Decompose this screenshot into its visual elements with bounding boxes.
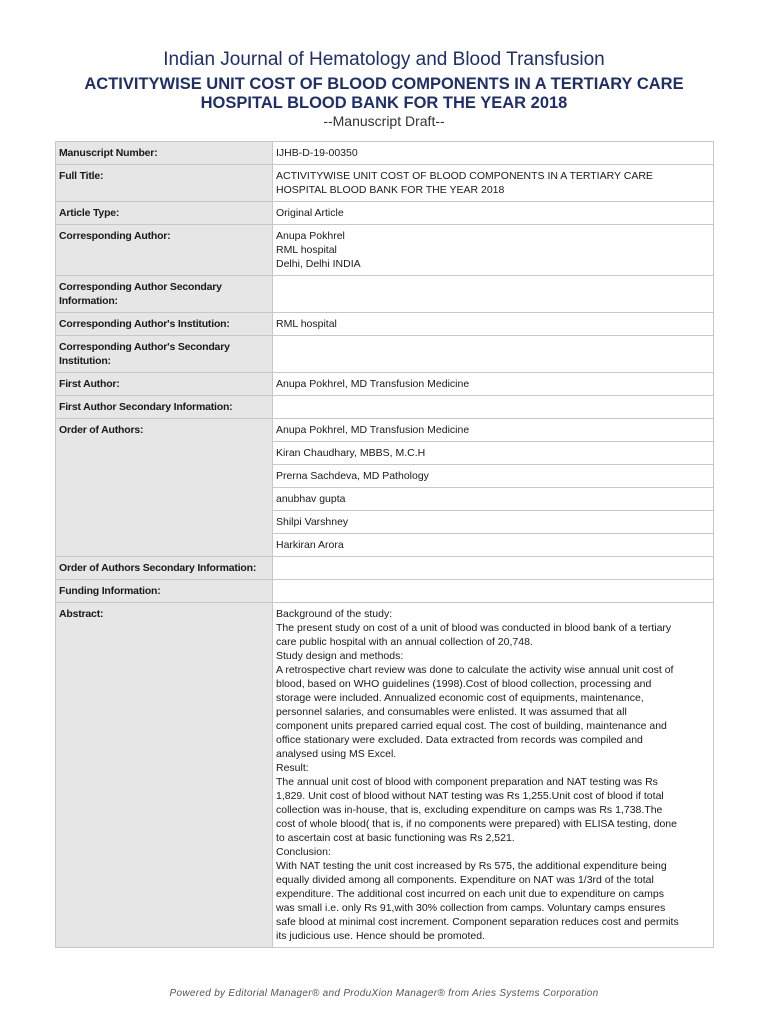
field-value bbox=[273, 165, 714, 202]
footer-credit: Powered by Editorial Manager® and ProduXion Manager® from Aries Systems Corporation bbox=[169, 988, 599, 999]
value-line: ACTIVITYWISE UNIT COST OF BLOOD COMPONENTS IN A TERTIARY CARE bbox=[276, 170, 653, 182]
field-value: Original Article bbox=[273, 202, 714, 225]
abstract-line: office stationary were excluded. Data extracted from records was compiled and bbox=[276, 734, 643, 746]
value-line: HOSPITAL BLOOD BANK FOR THE YEAR 2018 bbox=[276, 184, 505, 196]
abstract-line: Background of the study: bbox=[276, 608, 393, 620]
author-entry: Harkiran Arora bbox=[273, 534, 714, 557]
field-value bbox=[273, 580, 714, 603]
abstract-line: blood, based on WHO guidelines (1998).Cost of blood collection, processing and bbox=[276, 678, 652, 690]
field-label: Corresponding Author's Institution: bbox=[56, 313, 273, 336]
abstract-line: With NAT testing the unit cost increased by Rs 575, the additional expenditure being bbox=[276, 860, 667, 872]
table-row bbox=[56, 603, 714, 948]
abstract-line: component units prepared carried equal cost. The cost of building, maintenance and bbox=[276, 720, 667, 732]
journal-name: Indian Journal of Hematology and Blood Transfusion bbox=[163, 49, 605, 70]
abstract-line: its judicious use. Hence should be promoted. bbox=[276, 930, 485, 942]
table-row bbox=[56, 580, 714, 603]
author-entry: anubhav gupta bbox=[273, 488, 714, 511]
value-line: Anupa Pokhrel bbox=[276, 230, 345, 242]
value-line: RML hospital bbox=[276, 244, 337, 256]
author-entry: Kiran Chaudhary, MBBS, M.C.H bbox=[273, 442, 714, 465]
field-value bbox=[273, 396, 714, 419]
document-header bbox=[0, 48, 768, 129]
field-label: Full Title: bbox=[56, 165, 273, 202]
table-row bbox=[56, 396, 714, 419]
abstract-line: Conclusion: bbox=[276, 846, 331, 858]
field-label: Manuscript Number: bbox=[56, 142, 273, 165]
table-row bbox=[56, 225, 714, 276]
abstract-line: Result: bbox=[276, 762, 309, 774]
value-line: Delhi, Delhi INDIA bbox=[276, 258, 361, 270]
draft-subtitle: --Manuscript Draft-- bbox=[323, 113, 445, 129]
field-label bbox=[56, 276, 273, 313]
abstract-line: The present study on cost of a unit of blood was conducted in blood bank of a tertiary bbox=[276, 622, 672, 634]
author-entry: Anupa Pokhrel, MD Transfusion Medicine bbox=[273, 419, 714, 442]
field-value bbox=[273, 225, 714, 276]
table-row bbox=[56, 419, 714, 442]
field-value: Anupa Pokhrel, MD Transfusion Medicine bbox=[273, 373, 714, 396]
field-label: Article Type: bbox=[56, 202, 273, 225]
field-label: First Author: bbox=[56, 373, 273, 396]
field-value: RML hospital bbox=[273, 313, 714, 336]
abstract-line: analysed using MS Excel. bbox=[276, 748, 397, 760]
field-value: IJHB-D-19-00350 bbox=[273, 142, 714, 165]
abstract-text bbox=[273, 603, 714, 948]
table-row bbox=[56, 373, 714, 396]
field-label: Funding Information: bbox=[56, 580, 273, 603]
table-row bbox=[56, 276, 714, 313]
author-entry: Prerna Sachdeva, MD Pathology bbox=[273, 465, 714, 488]
abstract-line: Study design and methods: bbox=[276, 650, 404, 662]
label-line: Institution: bbox=[59, 355, 111, 367]
abstract-line: personnel salaries, and consumables were enlisted. It was assumed that all bbox=[276, 706, 627, 718]
label-line: Corresponding Author Secondary bbox=[59, 281, 222, 293]
abstract-line: was small i.e. only Rs 91,with 30% collection from camps. Voluntary camps ensures bbox=[276, 902, 666, 914]
field-label: First Author Secondary Information: bbox=[56, 396, 273, 419]
abstract-line: storage were included. Annualized economic cost of equipments, maintenance, bbox=[276, 692, 644, 704]
manuscript-details-table bbox=[55, 141, 714, 948]
abstract-line: equally divided among all components. Expenditure on NAT was 1/3rd of the total bbox=[276, 874, 654, 886]
table-row bbox=[56, 165, 714, 202]
field-label: Corresponding Author: bbox=[56, 225, 273, 276]
field-label bbox=[56, 336, 273, 373]
abstract-line: care public hospital with an annual collection of 20,748. bbox=[276, 636, 533, 648]
manuscript-title bbox=[0, 75, 768, 113]
field-value bbox=[273, 276, 714, 313]
abstract-line: expenditure. The additional cost incurred on each unit due to expenditure on camps bbox=[276, 888, 664, 900]
table-row bbox=[56, 313, 714, 336]
title-line: ACTIVITYWISE UNIT COST OF BLOOD COMPONENTS IN A TERTIARY CARE bbox=[84, 75, 684, 93]
table-row bbox=[56, 557, 714, 580]
label-line: Information: bbox=[59, 295, 118, 307]
table-row bbox=[56, 142, 714, 165]
title-line: HOSPITAL BLOOD BANK FOR THE YEAR 2018 bbox=[200, 94, 568, 112]
abstract-line: The annual unit cost of blood with component preparation and NAT testing was Rs bbox=[276, 776, 658, 788]
abstract-line: to ascertain cost at basic functioning was Rs 2,521. bbox=[276, 832, 515, 844]
abstract-line: A retrospective chart review was done to calculate the activity wise annual unit cost of bbox=[276, 664, 674, 676]
label-line: Corresponding Author's Secondary bbox=[59, 341, 230, 353]
field-value bbox=[273, 336, 714, 373]
abstract-line: cost of whole blood( that is, if no components were prepared) with ELISA testing, done bbox=[276, 818, 677, 830]
table-row bbox=[56, 336, 714, 373]
abstract-line: 1,829. Unit cost of blood without NAT testing was Rs 1,255.Unit cost of blood if total bbox=[276, 790, 664, 802]
field-value bbox=[273, 557, 714, 580]
table-row bbox=[56, 202, 714, 225]
abstract-line: safe blood at minimal cost increment. Component separation reduces cost and permits bbox=[276, 916, 679, 928]
field-label: Order of Authors: bbox=[56, 419, 273, 557]
abstract-line: collection was in-house, that is, excluding expenditure on camps was Rs 1,738.The bbox=[276, 804, 663, 816]
field-label: Order of Authors Secondary Information: bbox=[56, 557, 273, 580]
field-label: Abstract: bbox=[56, 603, 273, 948]
author-entry: Shilpi Varshney bbox=[273, 511, 714, 534]
